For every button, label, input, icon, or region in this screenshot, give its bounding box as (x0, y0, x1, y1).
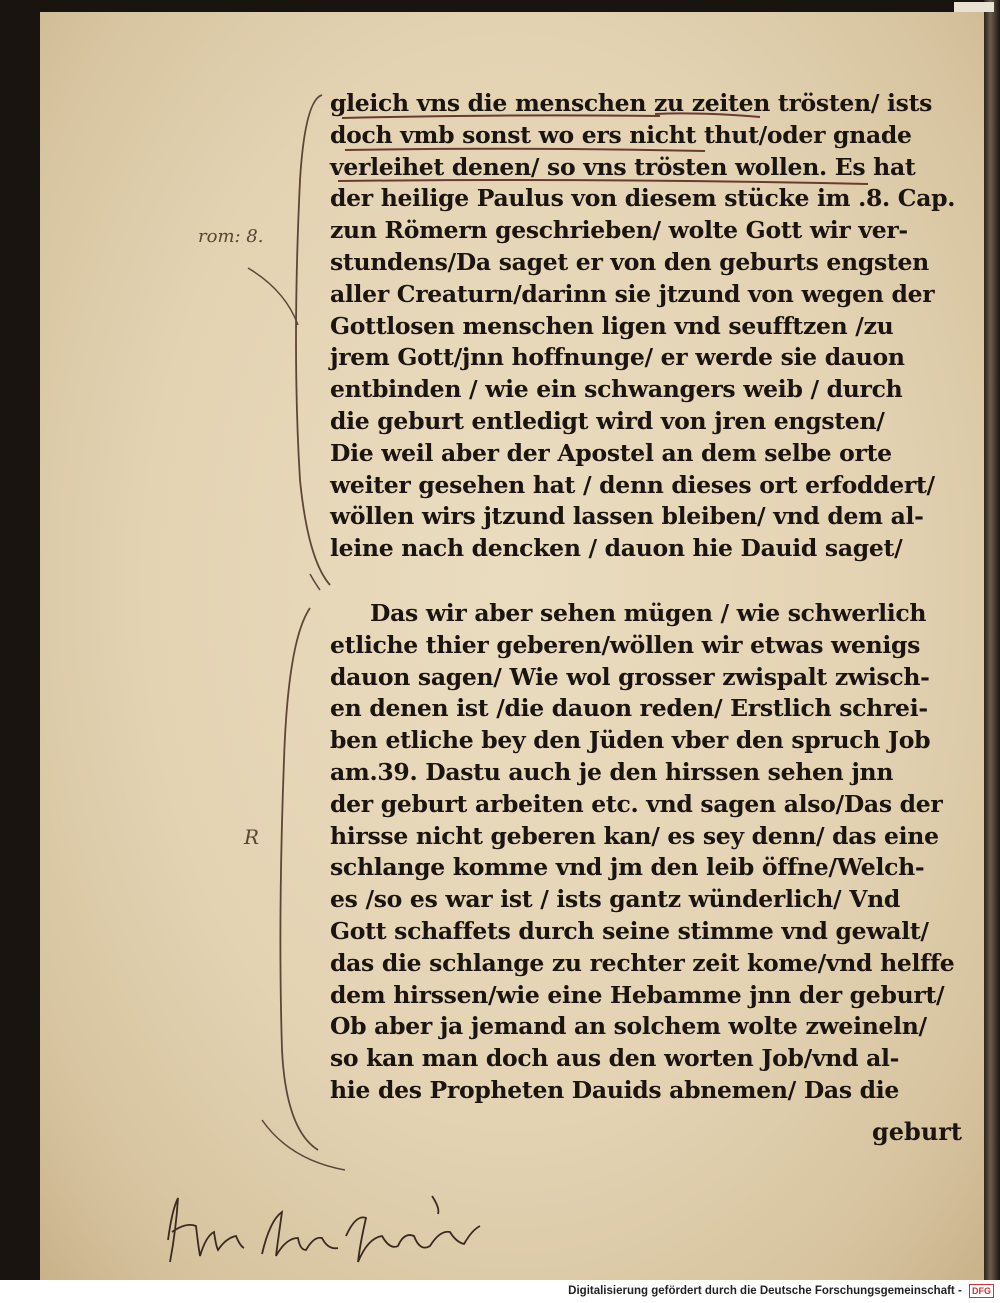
text-line: Das wir aber sehen mügen / wie schwerlich (370, 599, 927, 627)
text-line: die geburt entledigt wird von jren engsten/ (330, 406, 885, 435)
text-line: gleich vns die menschen zu zeiten trösten/ ists (330, 89, 933, 117)
text-line: verleihet denen/ so vns trösten wollen. Es hat (330, 152, 916, 181)
text-line: am.39. Dastu auch je den hirssen sehen jnn (330, 757, 894, 786)
corner-tab (954, 2, 994, 12)
text-line: Die weil aber der Apostel an dem selbe orte (330, 438, 892, 467)
text-line: es /so es war ist / ists gantz wünderlich/ Vnd (330, 885, 901, 914)
text-line: en denen ist /die dauon reden/ Erstlich schrei- (330, 694, 928, 723)
margin-note: rom: 8. (198, 226, 264, 247)
text-line: wöllen wirs jtzund lassen bleiben/ vnd dem al- (330, 502, 924, 531)
text-line: doch vmb sonst wo ers nicht thut/oder gnade (330, 120, 912, 149)
text-line: so kan man doch aus den worten Job/vnd al- (330, 1044, 900, 1073)
text-line: Gott schaffets durch seine stimme vnd gewalt/ (330, 916, 929, 945)
text-line: ben etliche bey den Jüden vber den spruch Job (330, 726, 931, 755)
text-line: etliche thier geberen/wöllen wir etwas wenigs (330, 630, 921, 659)
text-line: der geburt arbeiten etc. vnd sagen also/Das der (330, 789, 943, 818)
text-line: entbinden / wie ein schwangers weib / durch (330, 375, 903, 404)
text-line: der heilige Paulus von diesem stücke im .8. Cap. (330, 184, 956, 213)
text-line: Gottlosen menschen ligen vnd seufftzen /zu (330, 311, 894, 340)
footer-bar (0, 1280, 1000, 1303)
text-line: dauon sagen/ Wie wol grosser zwispalt zwisch- (330, 662, 930, 691)
page-edge (984, 0, 1000, 1303)
text-line: Ob aber ja jemand an solchem wolte zweineln/ (330, 1012, 927, 1041)
text-line: zun Römern geschrieben/ wolte Gott wir ver- (330, 216, 908, 245)
text-block-2 (330, 598, 970, 1107)
dfg-logo-icon: DFG (969, 1284, 994, 1298)
text-line: schlange komme vnd jm den leib öffne/Welch- (330, 853, 925, 882)
text-line: jrem Gott/jnn hoffnunge/ er werde sie dauon (330, 343, 905, 372)
text-line: dem hirssen/wie eine Hebamme jnn der geburt/ (330, 980, 945, 1009)
footer-credit: Digitalisierung gefördert durch die Deutsche Forschungsgemeinschaft - (568, 1285, 962, 1297)
text-line: leine nach dencken / dauon hie Dauid saget/ (330, 534, 903, 563)
text-line: hie des Propheten Dauids abnemen/ Das die (330, 1075, 900, 1104)
text-line: aller Creaturn/darinn sie jtzund von wegen der (330, 279, 935, 308)
text-line: hirsse nicht geberen kan/ es sey denn/ das eine (330, 821, 939, 850)
text-block-1 (330, 88, 970, 565)
margin-note: R (244, 825, 260, 849)
text-line: stundens/Da saget er von den geburts engsten (330, 247, 929, 276)
text-line: weiter gesehen hat / denn dieses ort erfoddert/ (330, 470, 935, 499)
text-line: das die schlange zu rechter zeit kome/vnd helffe (330, 948, 955, 977)
catchword: geburt (872, 1117, 963, 1146)
